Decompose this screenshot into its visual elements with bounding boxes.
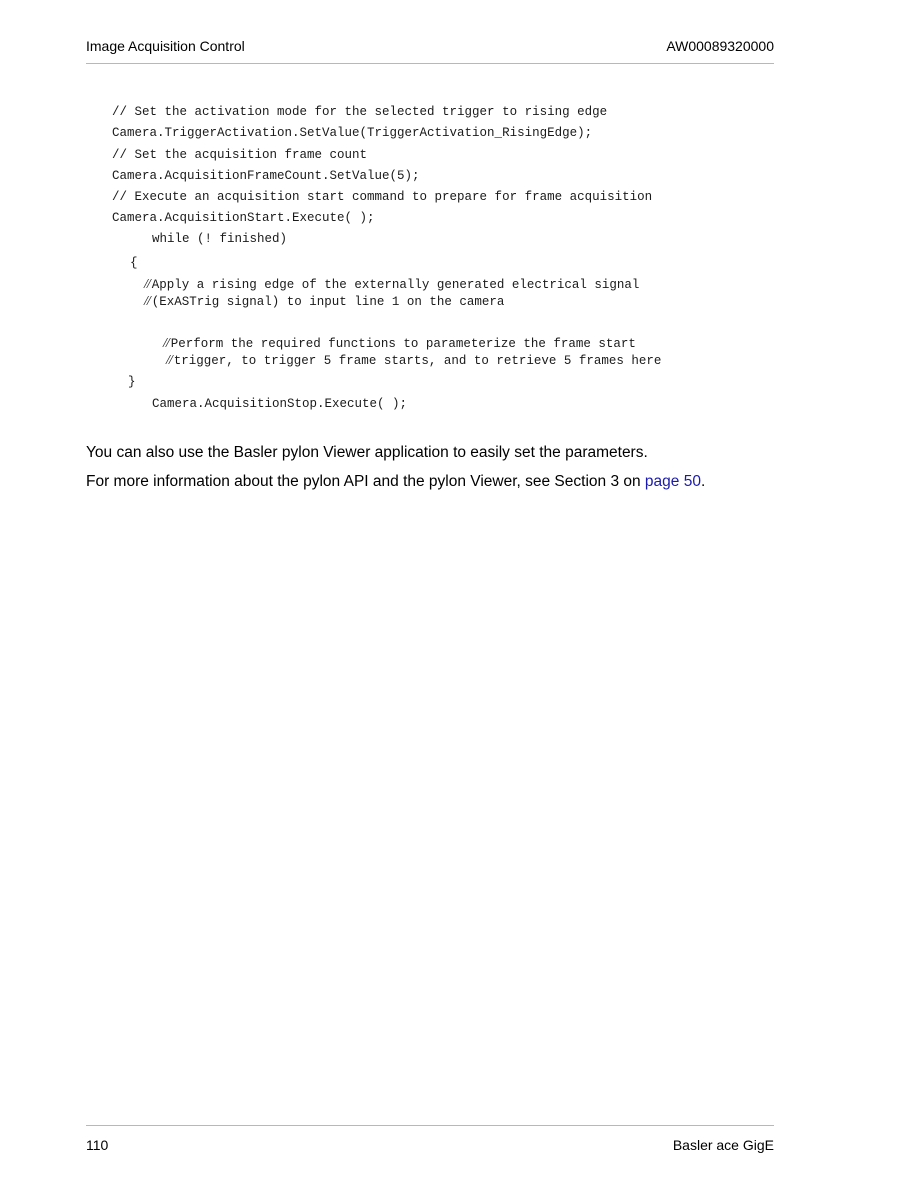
page-footer: [86, 1137, 774, 1155]
comment-marker: //: [144, 294, 150, 309]
code-line: [144, 278, 639, 292]
code-comment: Perform the required functions to parameterize the frame start: [170, 337, 636, 351]
code-comment: trigger, to trigger 5 frame starts, and to retrieve 5 frames here: [173, 354, 662, 368]
code-line: [163, 337, 636, 351]
footer-page-number: 110: [86, 1137, 109, 1153]
code-line: {: [130, 256, 138, 270]
footer-product-name: Basler ace GigE: [672, 1137, 774, 1153]
comment-marker: //: [166, 353, 172, 368]
comment-marker: //: [144, 277, 150, 292]
code-line: Camera.AcquisitionStart.Execute( );: [112, 211, 375, 225]
code-line: }: [128, 375, 136, 389]
paragraph-text: .: [700, 473, 706, 490]
paragraph-text: For more information about the pylon API and the pylon Viewer, see Section 3 on: [86, 473, 645, 490]
header-section-title: Image Acquisition Control: [86, 38, 245, 54]
code-comment: Apply a rising edge of the externally generated electrical signal: [151, 278, 640, 292]
code-line: Camera.TriggerActivation.SetValue(TriggerActivation_RisingEdge);: [112, 126, 593, 140]
code-sample: [0, 0, 902, 420]
code-comment: (ExASTrig signal) to input line 1 on the camera: [151, 295, 505, 309]
body-paragraph: You can also use the Basler pylon Viewer application to easily set the parameters.: [86, 444, 648, 461]
page-link[interactable]: page 50: [644, 473, 701, 490]
code-line: Camera.AcquisitionFrameCount.SetValue(5);: [112, 169, 420, 183]
code-line: [144, 295, 504, 309]
footer-rule: [86, 1125, 774, 1126]
body-paragraph: [86, 473, 705, 491]
code-line: while (! finished): [152, 232, 288, 246]
code-line: // Set the acquisition frame count: [112, 148, 368, 162]
code-line: // Execute an acquisition start command to prepare for frame acquisition: [112, 190, 653, 204]
code-line: Camera.AcquisitionStop.Execute( );: [152, 397, 408, 411]
comment-marker: //: [163, 336, 169, 351]
code-line: // Set the activation mode for the selected trigger to rising edge: [112, 105, 608, 119]
code-line: [166, 354, 661, 368]
header-document-id: AW00089320000: [666, 38, 774, 54]
